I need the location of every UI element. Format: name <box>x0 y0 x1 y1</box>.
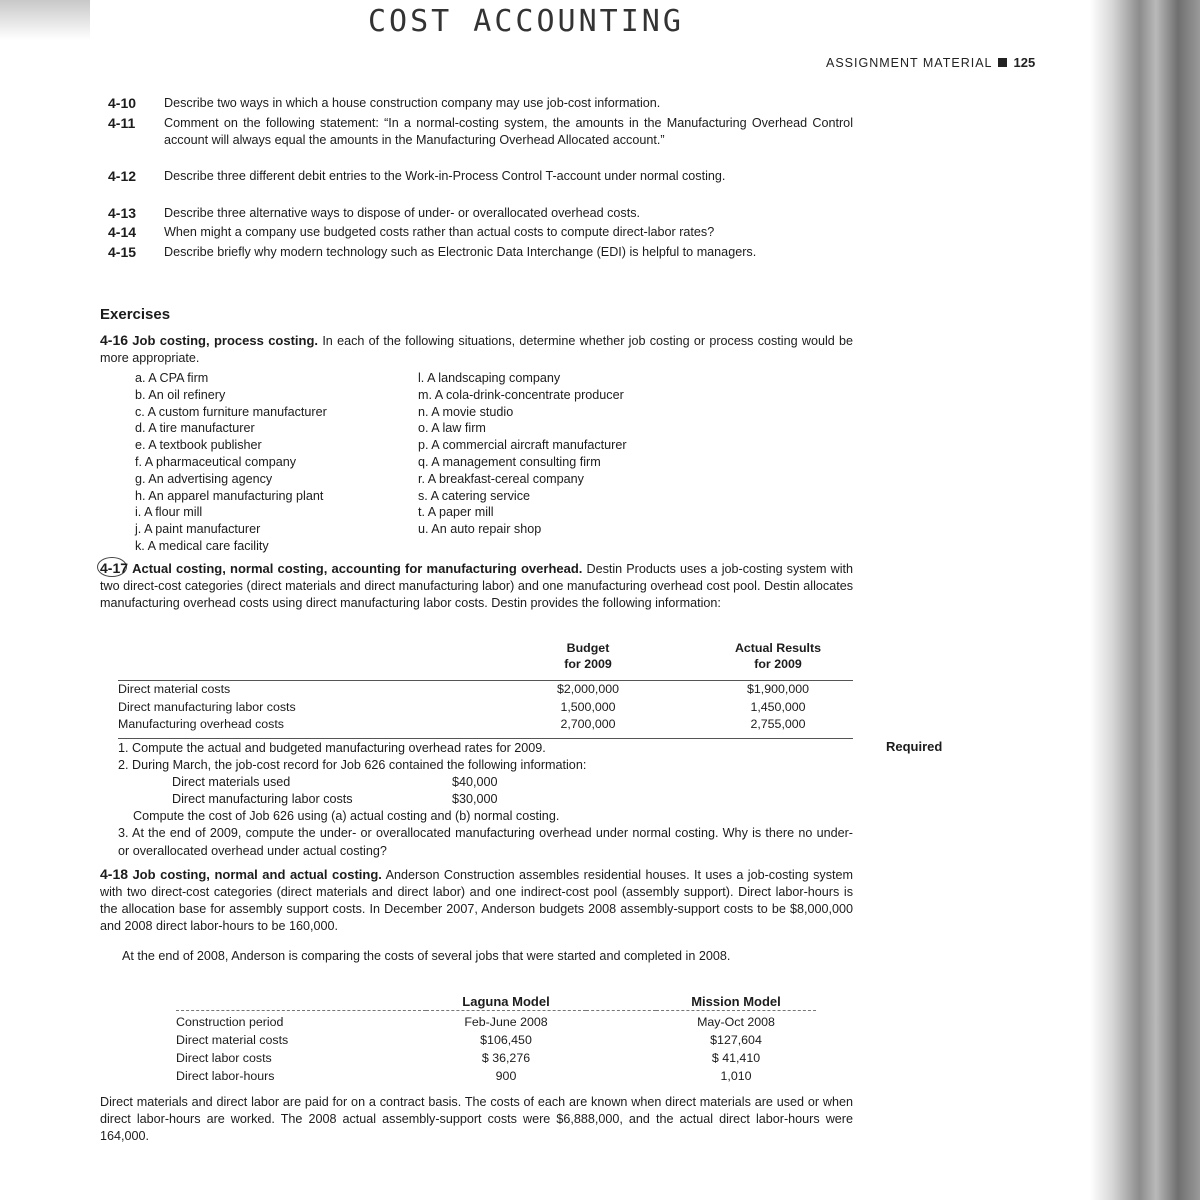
list-item: q. A management consulting firm <box>418 454 601 469</box>
question-4-11 <box>108 115 853 149</box>
requirement-2b: Compute the cost of Job 626 using (a) actual costing and (b) normal costing. <box>133 809 560 823</box>
requirement-2: 2. During March, the job-cost record for Job 626 contained the following information: <box>118 758 587 772</box>
exercise-intro: Destin Products uses a job-costing system with two direct-cost categories (direct materials and direct manufacturing labor) and one manufacturing overhead cost pool. Destin allocates manufacturing overhead costs using direct manufacturing labor costs. Destin provides the following information: <box>100 562 854 610</box>
list-item: o. A law firm <box>418 421 486 436</box>
row-label: Direct material costs <box>176 1033 289 1047</box>
budget-value: 1,500,000 <box>560 699 616 714</box>
budget-value: $2,000,000 <box>556 682 619 696</box>
list-item: d. A tire manufacturer <box>135 421 255 436</box>
page-number: 125 <box>1013 55 1036 70</box>
job-line-value: $30,000 <box>452 792 498 806</box>
exercise-title: Job costing, normal and actual costing. <box>132 867 382 882</box>
actual-value: 1,450,000 <box>750 699 806 714</box>
job-line-label: Direct manufacturing labor costs <box>172 792 353 806</box>
question-number: 4-13 <box>108 205 137 221</box>
question-number: 4-11 <box>108 115 136 131</box>
row-label: Direct labor-hours <box>176 1069 275 1083</box>
list-item: l. A landscaping company <box>418 371 561 385</box>
exercise-title: Actual costing, normal costing, accounting for manufacturing overhead. <box>132 561 583 576</box>
rule-line <box>118 738 853 739</box>
actual-value: $1,900,000 <box>746 682 809 696</box>
question-text: Describe three alternative ways to dispose of under- or overallocated overhead costs. <box>164 206 641 220</box>
exercise-4-16-intro <box>100 332 853 367</box>
table-row <box>118 716 853 734</box>
mission-value: May-Oct 2008 <box>697 1015 775 1029</box>
requirement-3: 3. At the end of 2009, compute the under- or overallocated manufacturing overhead under normal costing. Why is there no under- or overallocated overhead under actual costing? <box>118 826 853 858</box>
mission-column-header: Mission Model <box>691 993 781 1009</box>
question-4-12 <box>108 168 853 185</box>
question-number: 4-14 <box>108 224 137 240</box>
budget-column-header <box>513 640 663 672</box>
question-text: Describe three different debit entries to the Work-in-Process Control T-account under normal costing. <box>164 169 726 183</box>
running-head-label: ASSIGNMENT MATERIAL <box>826 56 993 70</box>
exercise-intro: In each of the following situations, determine whether job costing or process costing would be more appropriate. <box>100 334 854 365</box>
row-label: Manufacturing overhead costs <box>118 717 284 731</box>
row-label: Direct manufacturing labor costs <box>118 699 296 714</box>
question-4-14 <box>108 224 853 241</box>
running-head <box>826 55 1035 70</box>
list-item: b. An oil refinery <box>135 387 226 402</box>
question-text: Describe briefly why modern technology such as Electronic Data Interchange (EDI) is helpful to managers. <box>164 245 757 259</box>
list-item: s. A catering service <box>418 488 530 503</box>
exercise-intro: Anderson Construction assembles residential houses. It uses a job-costing system with two direct-cost categories (direct materials and direct labor) and one indirect-cost pool (assembly support). Direct labor-hours is the allocation base for assembly support costs. In December 2007, Anderson budgets 2008 assembly-support costs to be $8,000,000 and 2008 direct labor-hours to be 160,000. <box>100 868 854 933</box>
laguna-column-header: Laguna Model <box>462 993 550 1009</box>
mission-value: $ 41,410 <box>711 1051 761 1065</box>
question-text: Comment on the following statement: “In a normal-costing system, the amounts in the Manufacturing Overhead Control account will always equal the amounts in the Manufacturing Overhead Allocated account.” <box>164 116 853 147</box>
exercise-4-18-para2: At the end of 2008, Anderson is comparing the costs of several jobs that were started and completed in 2008. <box>122 949 731 963</box>
list-item: n. A movie studio <box>418 404 514 419</box>
table-row <box>176 1031 816 1049</box>
destin-cost-table <box>118 640 853 734</box>
header-line: for 2009 <box>564 657 612 671</box>
job-line-label: Direct materials used <box>172 775 291 789</box>
required-label: Required <box>886 739 943 754</box>
list-item: j. A paint manufacturer <box>135 522 261 537</box>
handwritten-title: COST ACCOUNTING <box>368 4 684 39</box>
list-item: p. A commercial aircraft manufacturer <box>418 438 627 453</box>
question-number: 4-12 <box>108 168 137 184</box>
mission-value: 1,010 <box>720 1069 752 1083</box>
job-line-value: $40,000 <box>452 775 498 789</box>
question-text: When might a company use budgeted costs rather than actual costs to compute direct-labor rates? <box>164 225 715 239</box>
exercise-number: 4-16 <box>100 332 129 348</box>
exercise-4-17-intro <box>100 560 853 612</box>
question-4-10 <box>108 95 853 112</box>
question-number: 4-10 <box>108 95 137 111</box>
list-item: r. A breakfast-cereal company <box>418 471 584 486</box>
row-label: Construction period <box>176 1015 284 1029</box>
list-item: f. A pharmaceutical company <box>135 454 297 469</box>
list-item: a. A CPA firm <box>135 371 209 385</box>
header-line: Actual Results <box>734 641 822 655</box>
question-number: 4-15 <box>108 244 137 260</box>
laguna-value: Feb-June 2008 <box>464 1015 548 1029</box>
table-row <box>176 1013 816 1031</box>
header-line: Budget <box>566 641 610 655</box>
budget-value: 2,700,000 <box>560 717 616 731</box>
laguna-value: $ 36,276 <box>481 1051 531 1065</box>
list-item: h. An apparel manufacturing plant <box>135 488 324 503</box>
exercise-number: 4-18 <box>100 866 129 882</box>
exercise-title: Job costing, process costing. <box>132 333 319 348</box>
row-label: Direct material costs <box>118 682 231 696</box>
list-item: e. A textbook publisher <box>135 438 262 453</box>
question-text: Describe two ways in which a house construction company may use job-cost information. <box>164 96 661 110</box>
actual-value: 2,755,000 <box>750 717 806 731</box>
list-item: g. An advertising agency <box>135 471 273 486</box>
question-4-15 <box>108 244 853 261</box>
header-line: for 2009 <box>754 657 802 671</box>
table-row <box>118 681 853 699</box>
exercise-4-18-closing: Direct materials and direct labor are paid for on a contract basis. The costs of each are known when direct materials are used or when direct labor-hours are worked. The 2008 actual assembly-support costs were $6,888,000, and the actual direct labor-hours were 164,000. <box>100 1095 853 1143</box>
exercises-heading: Exercises <box>100 306 171 323</box>
actual-column-header <box>703 640 853 672</box>
mission-value: $127,604 <box>710 1033 762 1047</box>
exercise-4-18-intro <box>100 866 853 935</box>
situations-list-left <box>135 370 327 555</box>
book-page-edge-stack <box>1090 0 1200 1200</box>
square-bullet-icon <box>998 58 1007 67</box>
list-item: u. An auto repair shop <box>418 522 542 537</box>
list-item: k. A medical care facility <box>135 538 269 553</box>
list-item: i. A flour mill <box>135 505 203 520</box>
list-item: t. A paper mill <box>418 505 494 520</box>
list-item: c. A custom furniture manufacturer <box>135 404 327 419</box>
page-edge-shadow-top-left <box>0 0 90 40</box>
table-row <box>176 1049 816 1067</box>
laguna-value: $106,450 <box>480 1033 532 1047</box>
situations-list-right <box>418 370 627 538</box>
anderson-jobs-table <box>176 992 816 1085</box>
list-item: m. A cola-drink-concentrate producer <box>418 387 624 402</box>
row-label: Direct labor costs <box>176 1051 272 1065</box>
requirement-1: 1. Compute the actual and budgeted manufacturing overhead rates for 2009. <box>118 741 546 755</box>
table-row <box>176 1067 816 1085</box>
exercise-number: 4-17 <box>100 560 129 576</box>
question-4-13 <box>108 205 853 222</box>
laguna-value: 900 <box>495 1069 517 1083</box>
table-row <box>118 699 853 717</box>
